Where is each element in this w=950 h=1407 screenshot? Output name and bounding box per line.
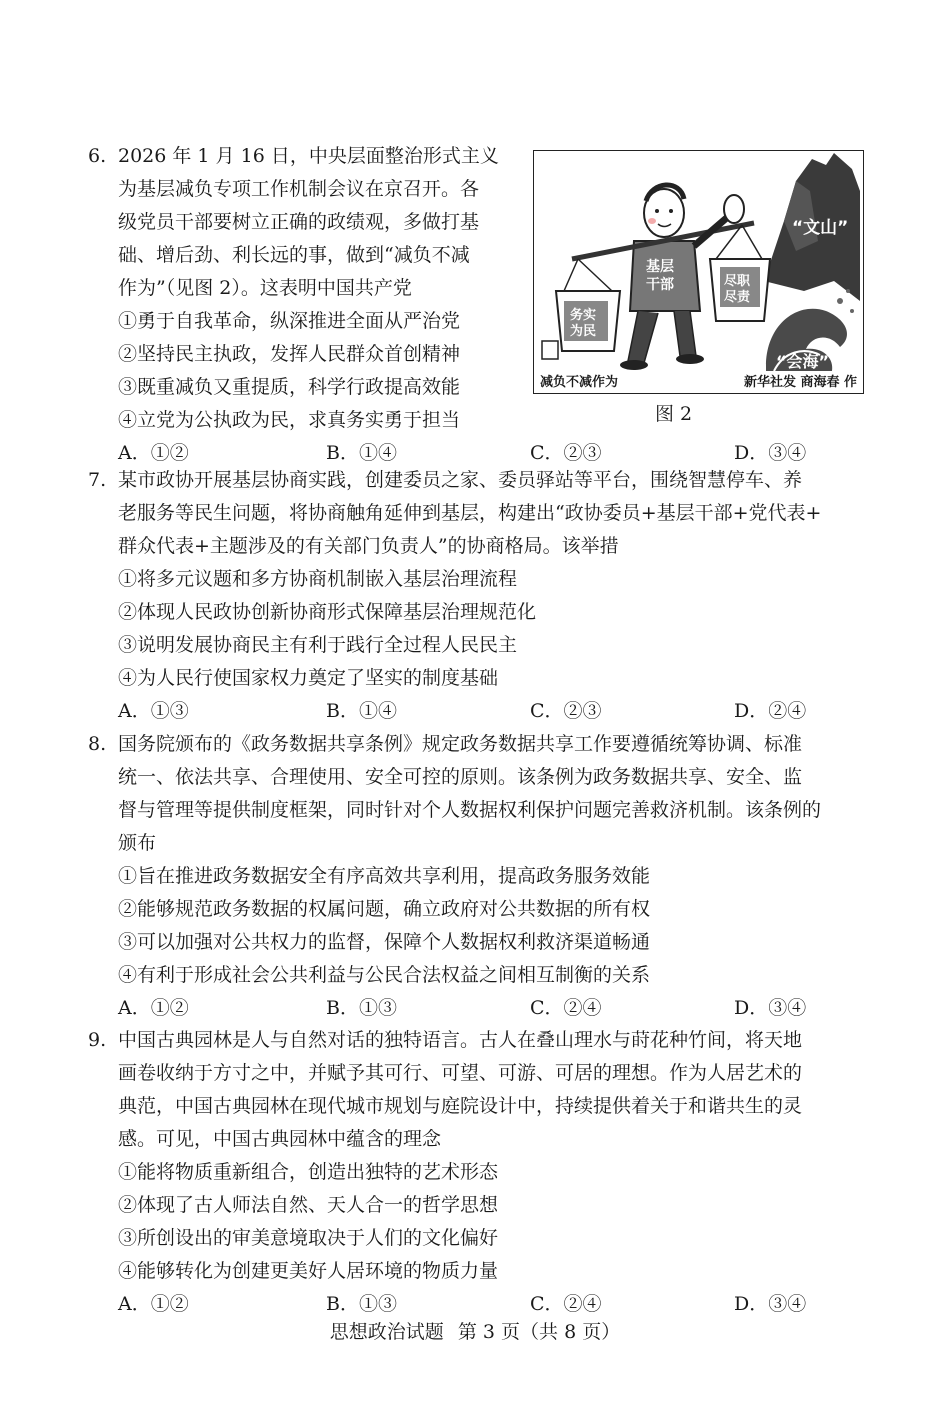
question-stem-line: 画卷收纳于方寸之中，并赋予其可行、可望、可游、可居的理想。作为人居艺术的 bbox=[118, 1062, 803, 1084]
cartoon-illustration bbox=[534, 151, 862, 391]
answer-options bbox=[88, 992, 870, 1025]
question-number: 9. bbox=[88, 1029, 107, 1051]
question-number: 7. bbox=[88, 469, 107, 491]
option-b[interactable]: B．①④ bbox=[326, 442, 397, 464]
question-stem-line: 感。可见，中国古典园林中蕴含的理念 bbox=[118, 1128, 442, 1150]
page-footer bbox=[0, 1316, 950, 1349]
question-stem-line: 老服务等民生问题，将协商触角延伸到基层，构建出“政协委员+基层干部+党代表+ bbox=[118, 502, 822, 524]
question-stem-line: 典范，中国古典园林在现代城市规划与庭院设计中，持续提供着关于和谐共生的灵 bbox=[118, 1095, 803, 1117]
bucket-right-label-2: 尽责 bbox=[724, 290, 751, 305]
question-stem-line: 2026 年 1 月 16 日，中央层面整治形式主义 bbox=[118, 145, 499, 167]
option-c[interactable]: C．②③ bbox=[530, 700, 602, 722]
footer-subject: 思想政治试题 bbox=[329, 1321, 444, 1343]
question-stem-line: 级党员干部要树立正确的政绩观，多做打基 bbox=[118, 211, 480, 233]
question-stem-line: 中国古典园林是人与自然对话的独特语言。古人在叠山理水与莳花种竹间，将天地 bbox=[118, 1029, 803, 1051]
question-9 bbox=[88, 1024, 870, 1321]
sea-label: “会海” bbox=[776, 352, 830, 371]
figure-label: 图 2 bbox=[655, 403, 693, 425]
mountain-label: “文山” bbox=[792, 218, 849, 238]
footer-page-number: 第 3 页（共 8 页） bbox=[457, 1321, 621, 1343]
question-stem-line: 统一、依法共享、合理使用、安全可控的原则。该条例为政务数据共享、安全、监 bbox=[118, 766, 803, 788]
question-number: 6. bbox=[88, 145, 107, 167]
statement-item: ①能将物质重新组合，创造出独特的艺术形态 bbox=[118, 1161, 499, 1183]
question-stem-line: 础、增后劲、利长远的事，做到“减负不减 bbox=[118, 244, 470, 266]
statement-item: ②体现了古人师法自然、天人合一的哲学思想 bbox=[118, 1194, 499, 1216]
option-d[interactable]: D．③④ bbox=[734, 442, 807, 464]
statement-item: ④有利于形成社会公共利益与公民合法权益之间相互制衡的关系 bbox=[118, 964, 651, 986]
bucket-left-label-2: 为民 bbox=[570, 324, 597, 339]
question-stem-line: 国务院颁布的《政务数据共享条例》规定政务数据共享工作要遵循统筹协调、标准 bbox=[118, 733, 803, 755]
option-b[interactable]: B．①④ bbox=[326, 700, 397, 722]
question-stem-line: 作为”（见图 2）。这表明中国共产党 bbox=[118, 277, 412, 299]
option-a[interactable]: A．①② bbox=[118, 1293, 189, 1315]
question-8 bbox=[88, 728, 870, 1025]
question-stem-line: 督与管理等提供制度框架，同时针对个人数据权利保护问题完善救济机制。该条例的 bbox=[118, 799, 822, 821]
person-label-2: 干部 bbox=[646, 277, 674, 293]
question-stem-line: 为基层减负专项工作机制会议在京召开。各 bbox=[118, 178, 480, 200]
statement-item: ③可以加强对公共权力的监督，保障个人数据权利救济渠道畅通 bbox=[118, 931, 651, 953]
statement-item: ①将多元议题和多方协商机制嵌入基层治理流程 bbox=[118, 568, 518, 590]
option-c[interactable]: C．②④ bbox=[530, 1293, 602, 1315]
statement-item: ③所创设出的审美意境取决于人们的文化偏好 bbox=[118, 1227, 499, 1249]
statement-item: ②能够规范政务数据的权属问题，确立政府对公共数据的所有权 bbox=[118, 898, 651, 920]
statement-item: ④为人民行使国家权力奠定了坚实的制度基础 bbox=[118, 667, 499, 689]
option-a[interactable]: A．①③ bbox=[118, 700, 189, 722]
option-c[interactable]: C．②③ bbox=[530, 442, 602, 464]
option-d[interactable]: D．②④ bbox=[734, 700, 807, 722]
bucket-right-label-1: 尽职 bbox=[724, 274, 751, 289]
cartoon-figure bbox=[533, 150, 864, 394]
statement-item: ②坚持民主执政，发挥人民群众首创精神 bbox=[118, 343, 461, 365]
statement-item: ③既重减负又重提质，科学行政提高效能 bbox=[118, 376, 461, 398]
option-c[interactable]: C．②④ bbox=[530, 997, 602, 1019]
statement-item: ①勇于自我革命，纵深推进全面从严治党 bbox=[118, 310, 461, 332]
question-7 bbox=[88, 464, 870, 728]
option-b[interactable]: B．①③ bbox=[326, 1293, 397, 1315]
option-d[interactable]: D．③④ bbox=[734, 1293, 807, 1315]
statement-item: ②体现人民政协创新协商形式保障基层治理规范化 bbox=[118, 601, 537, 623]
figure-caption-right: 新华社发 商海春 作 bbox=[743, 375, 857, 390]
statement-item: ④能够转化为创建更美好人居环境的物质力量 bbox=[118, 1260, 499, 1282]
option-d[interactable]: D．③④ bbox=[734, 997, 807, 1019]
question-stem-line: 某市政协开展基层协商实践，创建委员之家、委员驿站等平台，围绕智慧停车、养 bbox=[118, 469, 803, 491]
question-stem-line: 群众代表+主题涉及的有关部门负责人”的协商格局。该举措 bbox=[118, 535, 619, 557]
statement-item: ④立党为公执政为民，求真务实勇于担当 bbox=[118, 409, 461, 431]
statement-item: ③说明发展协商民主有利于践行全过程人民民主 bbox=[118, 634, 518, 656]
option-a[interactable]: A．①② bbox=[118, 442, 189, 464]
answer-options bbox=[88, 695, 870, 728]
statement-item: ①旨在推进政务数据安全有序高效共享利用，提高政务服务效能 bbox=[118, 865, 651, 887]
figure-caption-left: 减负不减作为 bbox=[540, 375, 619, 390]
question-stem-line: 颁布 bbox=[118, 832, 157, 854]
bucket-left-label-1: 务实 bbox=[570, 308, 597, 323]
option-a[interactable]: A．①② bbox=[118, 997, 189, 1019]
question-number: 8. bbox=[88, 733, 107, 755]
person-label-1: 基层 bbox=[646, 259, 674, 275]
option-b[interactable]: B．①③ bbox=[326, 997, 397, 1019]
